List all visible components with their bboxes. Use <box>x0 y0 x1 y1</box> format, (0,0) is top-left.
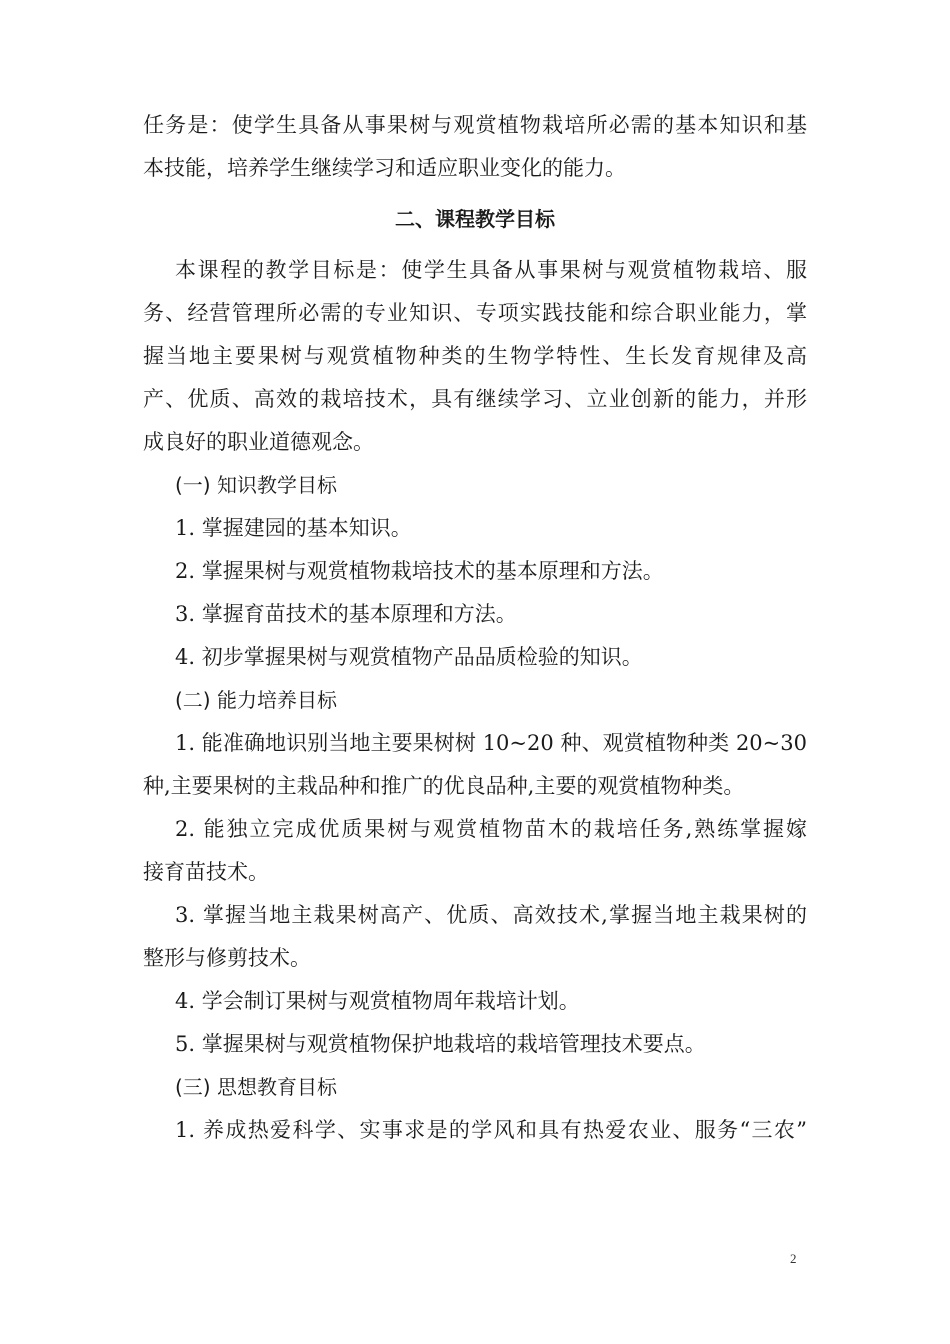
list-item: 4. 初步掌握果树与观赏植物产品品质检验的知识。 <box>175 645 643 669</box>
list-item: 4. 学会制订果树与观赏植物周年栽培计划。 <box>175 989 580 1013</box>
page-content <box>143 104 807 1152</box>
list-item-continuation: 种,主要果树的主栽品种和推广的优良品种,主要的观赏植物种类。 <box>143 774 745 798</box>
list-item-continuation: 整形与修剪技术。 <box>143 946 311 970</box>
objectives-paragraph <box>143 249 807 464</box>
intro-line-1: 任务是：使学生具备从事果树与观赏植物栽培所必需的基本知识和基 <box>143 113 807 137</box>
paragraph-line: 成良好的职业道德观念。 <box>143 430 374 454</box>
section-heading-objectives: 二、课程教学目标 <box>395 207 555 231</box>
list-item: 1. 掌握建园的基本知识。 <box>175 516 412 540</box>
paragraph-line: 务、经营管理所必需的专业知识、专项实践技能和综合职业能力，掌 <box>143 301 807 325</box>
intro-line-2: 本技能，培养学生继续学习和适应职业变化的能力。 <box>143 156 626 180</box>
list-item: 2. 掌握果树与观赏植物栽培技术的基本原理和方法。 <box>175 559 664 583</box>
subheading-ideology: (三) 思想教育目标 <box>175 1075 337 1099</box>
list-item: 5. 掌握果树与观赏植物保护地栽培的栽培管理技术要点。 <box>175 1032 706 1056</box>
subheading-knowledge: (一) 知识教学目标 <box>175 473 337 497</box>
list-item: 3. 掌握当地主栽果树高产、优质、高效技术,掌握当地主栽果树的 <box>175 903 807 927</box>
list-item-continuation: 接育苗技术。 <box>143 860 269 884</box>
subheading-ability: (二) 能力培养目标 <box>175 688 337 712</box>
list-item: 1. 养成热爱科学、实事求是的学风和具有热爱农业、服务“三农” <box>175 1118 807 1142</box>
paragraph-line: 本课程的教学目标是：使学生具备从事果树与观赏植物栽培、服 <box>175 258 807 282</box>
list-item: 1. 能准确地识别当地主要果树树 10~20 种、观赏植物种类 20~30 <box>175 731 807 755</box>
list-item: 3. 掌握育苗技术的基本原理和方法。 <box>175 602 517 626</box>
paragraph-line: 产、优质、高效的栽培技术，具有继续学习、立业创新的能力，并形 <box>143 387 807 411</box>
list-item: 2. 能独立完成优质果树与观赏植物苗木的栽培任务,熟练掌握嫁 <box>175 817 807 841</box>
paragraph-line: 握当地主要果树与观赏植物种类的生物学特性、生长发育规律及高 <box>143 344 807 368</box>
page-number: 2 <box>790 1251 797 1266</box>
